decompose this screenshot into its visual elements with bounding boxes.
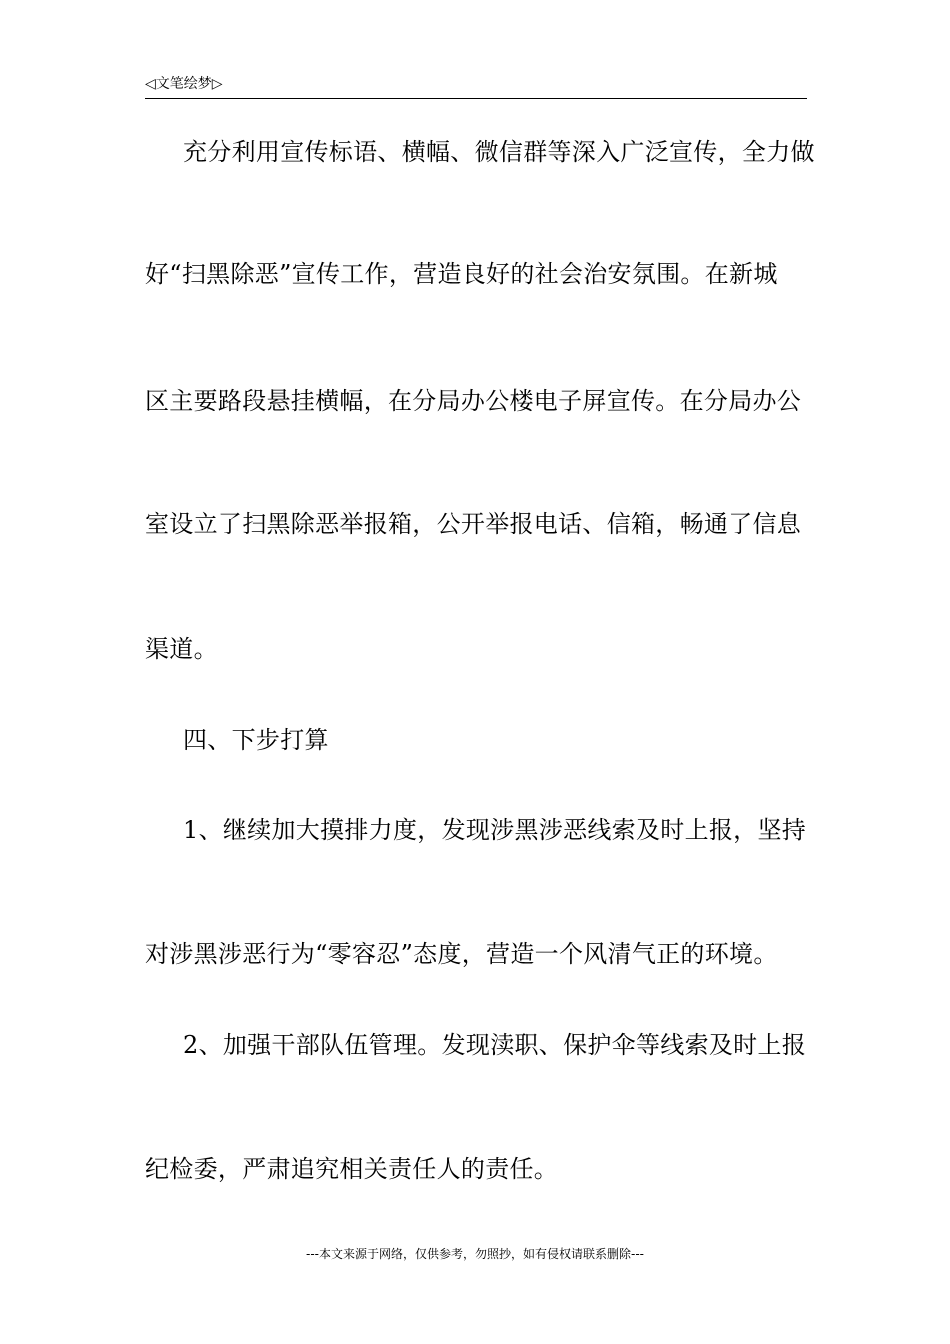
page-header [145, 74, 807, 99]
page-footer: ---本文来源于网络，仅供参考，勿照抄，如有侵权请联系删除--- [306, 1247, 644, 1261]
header-title: ◁文笔绘梦▷ [145, 76, 223, 92]
paragraph-line: 室设立了扫黑除恶举报箱，公开举报电话、信箱，畅通了信息 [145, 510, 802, 538]
section-heading: 四、下步打算 [183, 726, 329, 754]
list-item-line: 2、加强干部队伍管理。发现渎职、保护伞等线索及时上报 [183, 1031, 807, 1059]
list-item-line: 对涉黑涉恶行为“零容忍”态度，营造一个风清气正的环境。 [145, 940, 778, 968]
paragraph-line: 好“扫黑除恶”宣传工作，营造良好的社会治安氛围。在新城 [145, 260, 778, 288]
paragraph-line: 渠道。 [145, 635, 218, 663]
paragraph-line: 区主要路段悬挂横幅，在分局办公楼电子屏宣传。在分局办公 [145, 387, 802, 415]
paragraph-line: 充分利用宣传标语、横幅、微信群等深入广泛宣传，全力做 [183, 138, 815, 166]
list-item-line: 1、继续加大摸排力度，发现涉黑涉恶线索及时上报，坚持 [183, 816, 807, 844]
list-item-line: 纪检委，严肃追究相关责任人的责任。 [145, 1155, 559, 1183]
